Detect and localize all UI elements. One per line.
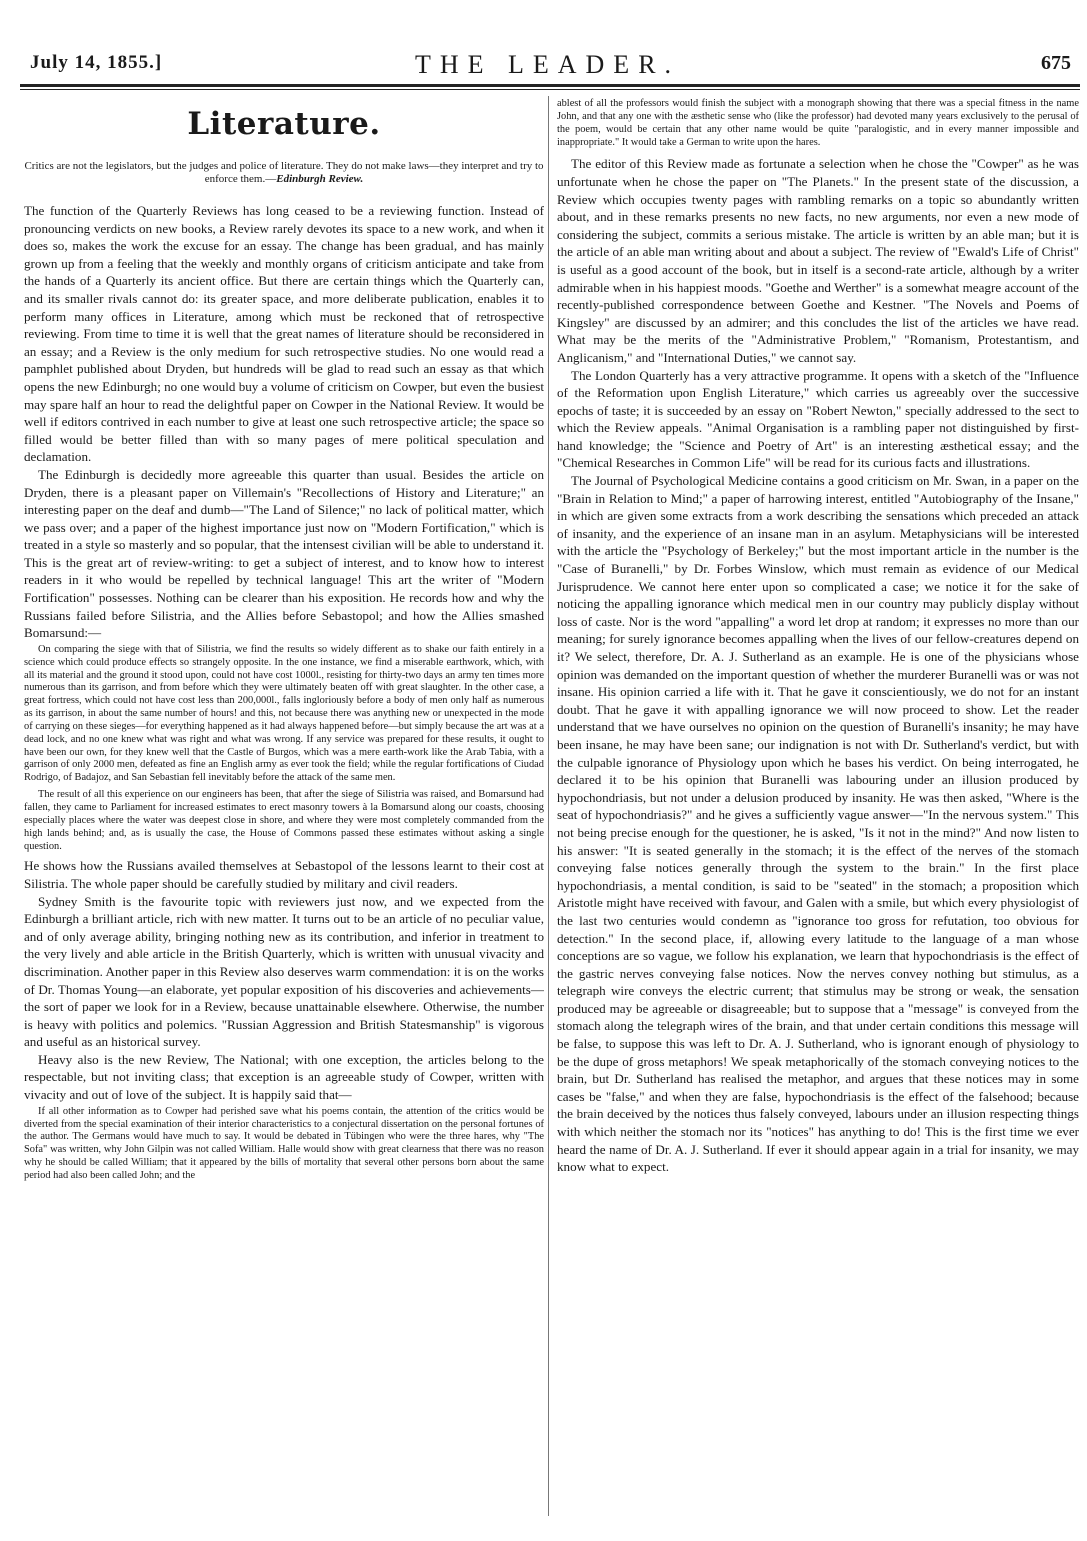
epigraph <box>24 160 544 186</box>
paragraph: The editor of this Review made as fortunate a selection when he chose the "Cowper" as he was unfortunate when he chose the paper on "The Planets." In the present state of the discussion, a Review which occupies twenty pages with rambling remarks on a topic so abundantly written about, and in these remarks presents no new facts, no new arguments, nor even a new mode of considering the subject, commits a serious mistake. The article is written by an able man; but it is the article of an able man writing about and about a subject. The review of "Ewald's Life of Christ" is useful as a good account of the book, but in itself is a second-rate article, although by a writer admirable when in his happiest moods. "Goethe and Werther" is a somewhat meagre account of the recently-published correspondence between Goethe and Kestner. "The Novels and Poems of Kingsley" are discussed by an admirer; and this concludes the list of the articles we have read. What may be the merits of the "Administrative Problem," "Romanism, Protestantism, and Anglicanism," and "International Duties," we cannot say. <box>557 156 1079 365</box>
epigraph-source: Edinburgh Review. <box>276 173 364 185</box>
column-divider <box>548 96 549 1516</box>
right-column <box>557 96 1079 1516</box>
epigraph-text: Critics are not the legislators, but the judges and police of literature. They do not make laws—they interpret and try to enforce them.— <box>24 160 544 185</box>
block-quote: On comparing the siege with that of Silistria, we find the results so widely different as to shake our faith entirely in a science which could produce effects so strangely opposite. In the one instance, we find a miserable earthwork, which, with all its material and the ground it stood upon, could not have cost 1000l., resisting for thirty-two days an army ten times more numerous than its garrison, and from before which they were ultimately beaten off with great slaughter. In the other case, a great fortress, which could not have cost less than 200,000l., falls ingloriously before a body of men only half as numerous as its garrison, in about the same number of hours! and this, not because there was anything new or unexpected in the mode of carrying on these sieges—for everything happened as it had always happened before—but simply because the art was at a dead lock, and no one knew what was right and what was wrong. If any service was prepared for these results, it ought to have been our own, for they knew well that the Castle of Burgos, which was a mere earth-work like the Arab Tabia, with a garrison of only 2000 men, defeated as fine an English army as ever took the field; while the regular fortifications of Ciudad Rodrigo, of Badajoz, and San Sebastian fell inevitably before the attack of the same men. <box>24 643 544 784</box>
paragraph: The Journal of Psychological Medicine contains a good criticism on Mr. Swan, in a paper on the "Brain in Relation to Mind;" a paper of harrowing interest, entitled "Autobiography of the Insane," in which are given some extracts from a work describing the sensations which preceded an attack of insanity, and the experience of an insane man in an asylum. Metaphysicians will be interested with the article the "Psychology of Berkeley;" but the most important article in the number is the "Case of Buranelli," by Dr. Forbes Winslow, which must remain as evidence of our Medical Jurisprudence. We cannot here enter upon so complicated a case; we notice it for the sake of noticing the appalling ignorance which medical men in our country may publicly display without loss of caste. Nor is the word "appalling" a word let drop at random; it expresses no more than our meaning; for surely ignorance becomes appalling when the lives of our fellow-creatures depend on it? We select, therefore, Dr. A. J. Sutherland as an example. He is one of the physicians whose opinion was demanded on the important question of whether the murderer Buranelli was or was not insane. His opinion carried a life with it. That he gave it conscientiously, we do not for an instant doubt. That he gave it with appalling ignorance we will now proceed to show. Let the reader understand that we have ourselves no opinion on the question of Buranelli's insanity; he may have been insane, he may have been sane; our indignation is not with Dr. Sutherland's verdict, but with the culpable ignorance of Physiology upon which he bases his verdict. On being interrogated, he declared it to be his opinion that Buranelli was labouring under an illusion produced by hypochondriasis, but not under a delusion produced by insanity. He was then asked, "Where is the seat of hypochondriasis?" and he gives a sufficiently vague answer—"In the nervous system." This not being precise enough for the questioner, he is asked, "Is it not in the mind?" And now listen to his answer: "It is seated generally in the stomach; it is the effect of the nerves of the stomach conveying false notices generally through the system to the brain." In the first place hypochondriasis, a mental condition, is said to be "seated" in the stomach; a proposition which Aristotle might have received with favour, and Galen with a smile, but which every physiologist of the last two centuries would condemn as "ignorance too gross for refutation, too obvious for detection." In the second place, if, allowing every latitude to the language of a man whose conceptions are so vague, we follow his explanation, we learn that hypochondriasis is the effect of the gastric nerves conveying false notices. Now the nerves convey nothing but stimulus, as a telegraph wire conveys the electric current; that stimulus may be strong or weak, the sensation produced may be agreeable or disagreeable; but to suppose that a "message" is conveyed from the stomach along the telegraph wires of the brain, and that under certain conditions this message will be false, to suppose this was left to Dr. A. J. Sutherland, who is ignorant enough of physiology to be the dupe of gross metaphors! We speak metaphorically of the stomach conveying notices to the brain, but Dr. Sutherland has realised the metaphor, and argues that these notices may in some cases be "false," and when they are false, hypochondriasis is the effect of the falsehood; because the brain deceived by the notices thus falsely conveyed, labours under an illusion respecting things with which neither the stomach nor its "notices" has anything to do! This is the first time we ever heard the name of Dr. A. J. Sutherland. If ever it should appear again in a trial for insanity, we may know what to expect. <box>557 473 1079 1175</box>
page-number: 675 <box>1041 52 1071 74</box>
left-column <box>24 96 544 1516</box>
masthead-title: THE LEADER. <box>414 50 681 79</box>
paragraph: Sydney Smith is the favourite topic with reviewers just now, and we expected from the Edinburgh a brilliant article, rich with new matter. It turns out to be an article of no peculiar value, and of only average ability, bringing nothing new as its contribution, and inferior in treatment to the very lively and able article in the British Quarterly, which is written with unusual vivacity and discrimination. Another paper in this Review also deserves warm commendation: it is on the works of Dr. Thomas Young—an elaborate, yet popular exposition of his discoveries and achievements—the sort of paper we look for in a Review, because unattainable elsewhere. Otherwise, the number is heavy with politics and polemics. "Russian Aggression and British Statesmanship" is vigorous and useful as an historical survey. <box>24 893 544 1050</box>
paragraph: The function of the Quarterly Reviews has long ceased to be a reviewing function. Instead of pronouncing verdicts on new books, a Review rarely devotes its space to a new work, and when it does so, makes the work the excuse for an essay. The change has been gradual, and has mainly grown up from a feeling that the weekly and monthly organs of criticism anticipate and take from the hands of a Quarterly its ancient office. But there are certain things which the Quarterly can, and its smaller rivals cannot do: its greater space, and more deliberate publication, enables it to perform many offices in Literature, among which must be reckoned that of retrospective reviewing. From time to time it is well that the great names of literature should be reconsidered in an essay; and a Review is the only medium for such retrospective studies. No one would read a pamphlet published about Dryden, but hundreds will be glad to read such an essay as that which opens the new Edinburgh; no one would buy a volume of criticism on Cowper, but even the busiest may spare half an hour to read the delightful paper on Cowper in the National Review. It would be well if editors contrived in each number to give at least one such retrospective article; the space so filled would be better filled than with so many pages of mere political speculation and declamation. <box>24 203 544 465</box>
page-header <box>20 50 1075 80</box>
header-rule-thick <box>20 84 1080 87</box>
block-quote-continued: ablest of all the professors would finish the subject with a monograph showing that there was a special fitness in the name John, and that any one with the æsthetic sense who (like the professor) had devoted many years exclusively to the perusal of the poem, would be certain that any other name would be quite "paralogistic, and in every manner impossible and inappropriate." It would take a German to write upon the hares. <box>557 98 1079 148</box>
header-rule-thin <box>20 89 1080 90</box>
block-quote: If all other information as to Cowper had perished save what his poems contain, the attention of the critics would be diverted from the special examination of their interior characteristics to a conjectural dissertation on the personal fortunes of the author. The Germans would have much to say. It would be debated in Tübingen who were the three hares, why "The Sofa" was written, why John Gilpin was not called William. Halle would show with great clearness that there was no reason why he should be called William; that it appeared by the bills of mortality that several other persons born about the same period had also been called John; and the <box>24 1105 544 1181</box>
paragraph: He shows how the Russians availed themselves at Sebastopol of the lessons learnt to their cost at Silistria. The whole paper should be carefully studied by military and civil readers. <box>24 858 544 891</box>
paragraph: The London Quarterly has a very attractive programme. It opens with a sketch of the "Influence of the Reformation upon English Literature," which carries us agreeably over the successive epochs of taste; it is succeeded by an essay on "Robert Newton," specially addressed to the sect to which the Review appeals. "Animal Organisation is a rambling paper not distinguished by first-hand knowledge; the "Science and Poetry of Art" is an interesting æsthetical essay; and the "Chemical Researches in Common Life" will be read for its curious facts and illustrations. <box>557 367 1079 471</box>
block-quote: The result of all this experience on our engineers has been, that after the siege of Silistria was raised, and Bomarsund had fallen, they came to Parliament for increased estimates to erect masonry towers à la Bomarsund along our coasts, choosing especially places where the water was deepest close in shore, and where they were most completely commanded from the high lands behind; and, as is usually the case, the House of Commons passed these estimates without asking a single question. <box>24 789 544 852</box>
section-heading: Literature. <box>187 106 381 142</box>
issue-date: July 14, 1855.] <box>30 52 163 73</box>
paragraph: The Edinburgh is decidedly more agreeable this quarter than usual. Besides the article on Dryden, there is a pleasant paper on Villemain's "Recollections of History and Literature;" an interesting paper on the deaf and dumb—"The Land of Silence;" no lack of political matter, which we pass over; and a paper of the highest importance just now on "Modern Fortification," which is treated in a style so masterly and so popular, that the intensest civilian will be able to understand it. This is the great art of review-writing: to get a subject of interest, and to know how to interest readers in it who would be repelled by technical language! This art the writer of "Modern Fortification" possesses. Nothing can be clearer than his exposition. He records how and why the Russians failed before Silistria, and the Allies before Sebastopol; and how the Allies smashed Bomarsund:— <box>24 466 544 641</box>
paragraph: Heavy also is the new Review, The National; with one exception, the articles belong to the respectable, but not inviting class; that exception is an agreeable study of Cowper, written with vivacity and out of love of the subject. It is happily said that— <box>24 1051 544 1103</box>
